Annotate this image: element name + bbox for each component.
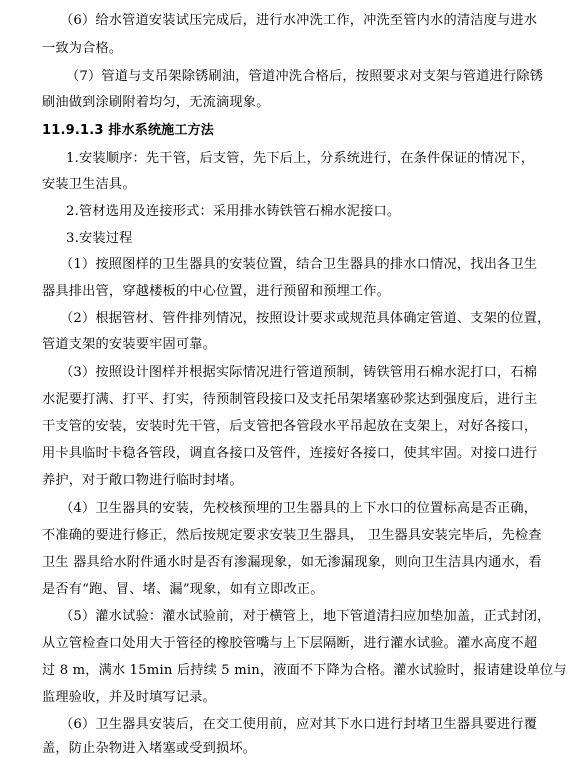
step-2-line-1: （2）根据管材、管件排列情况，按照设计要求或规范具体确定管道、支架的位置， bbox=[60, 311, 551, 326]
step-3-line-1: （3）按照设计图样并根据实际情况进行管道预制，铸铁管用石棉水泥打口，石棉 bbox=[60, 365, 538, 380]
install-order-line-1: 1.安装顺序：先干管，后支管，先下后上，分系统进行，在条件保证的情况下， bbox=[66, 151, 535, 166]
paragraph-6-line-1: （6）给水管道安装试压完成后，进行水冲洗工作，冲洗至管内水的清洁度与进水 bbox=[60, 13, 538, 28]
step-5-line-4: 监理验收，并及时填写记录。 bbox=[42, 690, 217, 705]
step-3-line-2: 水泥要打满、打平、打实，待预制管段接口及支托吊架堵塞砂浆达到强度后，进行主 bbox=[42, 392, 538, 407]
step-2-line-2: 管道支架的安装要牢固可靠。 bbox=[42, 337, 217, 352]
step-3-line-5: 养护，对于敞口物进行临时封堵。 bbox=[42, 473, 243, 488]
install-order-line-2: 安装卫生洁具。 bbox=[42, 177, 136, 192]
step-4-line-2: 不准确的要进行修正，然后按规定要求安装卫生器具， 卫生器具安装完毕后，先检查 bbox=[42, 528, 542, 543]
paragraph-6-line-2: 一致为合格。 bbox=[42, 41, 123, 56]
step-4-line-3: 卫生 器具给水附件通水时是否有渗漏现象，如无渗漏现象，则向卫生洁具内通水，看 bbox=[42, 555, 542, 570]
step-6-line-1: （6）卫生器具安装后，在交工使用前，应对其下水口进行封堵卫生器具要进行覆 bbox=[60, 717, 538, 732]
section-heading: 11.9.1.3 排水系统施工方法 bbox=[42, 123, 214, 138]
step-5-line-2: 从立管检查口处用大于管径的橡胶管嘴与上下层隔断，进行灌水试验。灌水高度不超 bbox=[42, 636, 538, 651]
step-4-line-1: （4）卫生器具的安装，先校核预埋的卫生器具的上下水口的位置标高是否正确， bbox=[60, 501, 538, 516]
paragraph-7-line-2: 刷油做到涂刷附着均匀，无流滴现象。 bbox=[42, 95, 270, 110]
step-1-line-2: 器具排出管，穿越楼板的中心位置，进行预留和预埋工作。 bbox=[42, 284, 391, 299]
pipe-material-line: 2.管材选用及连接形式：采用排水铸铁管石棉水泥接口。 bbox=[66, 204, 401, 219]
step-3-line-4: 用卡具临时卡稳各管段，调直各接口及管件，连接好各接口，使其牢固。对接口进行 bbox=[42, 446, 538, 461]
step-1-line-1: （1）按照图样的卫生器具的安装位置，结合卫生器具的排水口情况，找出各卫生 bbox=[60, 257, 538, 272]
step-6-line-2: 盖，防止杂物进入堵塞或受到损坏。 bbox=[42, 741, 257, 756]
step-5-line-3: 过 8 m，满水 15min 后持续 5 min，液面不下降为合格。灌水试验时，报请建设单位与 bbox=[42, 663, 567, 678]
step-3-line-3: 干支管的安装，安装时先干管，后支管把各管段水平吊起放在支架上，对好各接口， bbox=[42, 419, 538, 434]
step-5-line-1: （5）灌水试验：灌水试验前，对于横管上，地下管道清扫应加垫加盖，正式封闭， bbox=[60, 609, 551, 624]
paragraph-7-line-1: （7）管道与支吊架除锈刷油，管道冲洗合格后，按照要求对支架与管道进行除锈 bbox=[66, 69, 544, 84]
step-4-line-4: 是否有“跑、冒、堵、漏”现象，如有立即改正。 bbox=[42, 582, 324, 597]
install-process-heading: 3.安装过程 bbox=[66, 231, 133, 246]
